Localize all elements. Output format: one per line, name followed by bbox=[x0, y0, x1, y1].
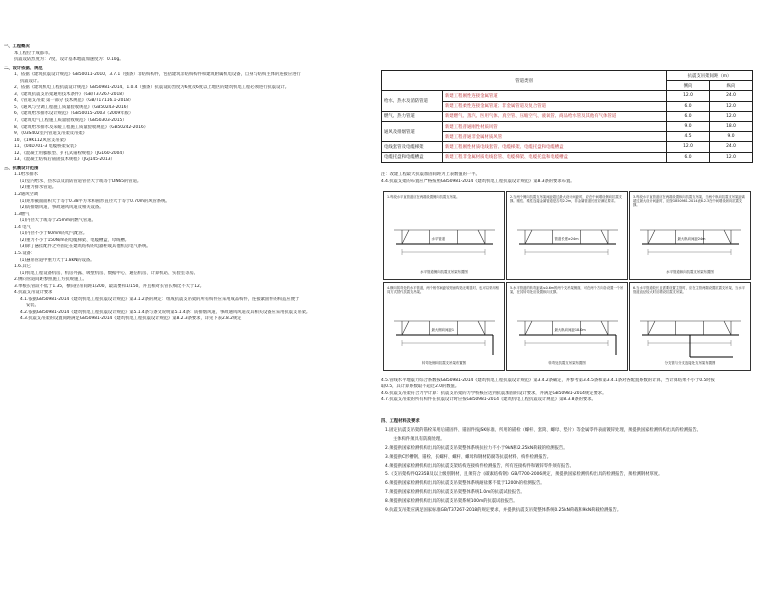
brace-diagram bbox=[506, 282, 628, 371]
brace-member bbox=[478, 230, 485, 244]
diagram-label: 最大纵向间距18.0m bbox=[554, 328, 586, 332]
left-design-notes bbox=[4, 44, 372, 323]
brace-member bbox=[525, 321, 532, 335]
diagram-caption: 2.当两个侧向抗震支吊架间距超过最大设计间距时，应在中间增设侧向抗震支撑。刚性、柔性连接金属管道是否均2.2m，非金属管道长度应满足要求。 bbox=[510, 195, 622, 204]
note-line: (1)室内给水、热水以及消防管道管径大于或等于DN65的管道。 bbox=[20, 178, 142, 184]
note-line: 2.侧向管道间距参照施工方抗规施工。 bbox=[14, 277, 87, 283]
note-line: 9、《03S402室内管道支吊架及吊架》 bbox=[14, 131, 87, 137]
diagram-label: 管道长度≥24m bbox=[554, 237, 579, 241]
note-line: 二、设计依据、规范 bbox=[4, 65, 43, 71]
diagram-drawing bbox=[630, 192, 752, 281]
note-line: 4.2.依据GB50981-2014《建筑机电工程抗震设计规范》第5.1.4条与条文说明第5.1.4条：防排烟风道、事故通风风道及其相关设备应采用抗震支吊架。 bbox=[20, 309, 311, 315]
table-row-group: 燃气、热力管道 bbox=[382, 111, 443, 121]
table-row-desc: 新建工程普通非金属材质风管 bbox=[443, 132, 667, 142]
note-line: 1、依据《建筑抗震设计规范》GB50011-2010，3.7.1（强条）非结构构件，包括建筑非结构构件和建筑附属机电设备，自身与结构主体的连接应进行 bbox=[14, 72, 301, 78]
note-line: 4、《管道支吊架 第一部分 技术规范》（GB/T17116.1-2018） bbox=[14, 98, 134, 104]
note-line: 1.2通风空调 bbox=[14, 192, 39, 198]
note-line: 4.抗震支吊设计要求 bbox=[14, 290, 53, 296]
brace-layout-diagrams bbox=[383, 191, 753, 371]
table-row-longitudinal: 12.0 bbox=[710, 152, 753, 162]
requirement-line: 四、工程材料及要求 bbox=[381, 419, 420, 424]
table-row-lateral: 4.5 bbox=[667, 132, 710, 142]
brace-member bbox=[402, 230, 409, 244]
note-line: (1)机电工程设备机房、机房外露、吸壁机房、数据中心、通信机房、计算机站、实验室等房。 bbox=[20, 270, 198, 276]
brace-diagram bbox=[383, 191, 505, 280]
note-line: 抗震设计。 bbox=[20, 78, 42, 84]
note-line: 5、《通风与空调工程施工质量验收规范》（GB50243-2016） bbox=[14, 104, 131, 110]
diagram-drawing bbox=[507, 192, 629, 281]
table-header-lateral: 侧向 bbox=[667, 81, 710, 91]
seismic-note-3: 4.6.抗震支吊架符合力学计算：抗震支吊架的力学校核应达到抗震加固的设计要求，并满足GB50981-2014规定要求。 bbox=[381, 391, 607, 396]
layout-note: 4.4.抗震支架的布置应严格按照GB50981-2014《建筑机电工程抗震设计规范》第8.3条的要求布置。 bbox=[381, 179, 575, 184]
requirement-line: 8.须提供国家检测机构出具的抗震支吊架系统100m的抗震试验报告。 bbox=[385, 499, 518, 505]
table-note: 注：改建工程最大抗震加固间距为上表数值的一半。 bbox=[381, 172, 480, 177]
note-line: (1)矩形截面面积大于等于0.38平方米和圆形直径大于等于0.70m的风管系统。 bbox=[20, 198, 170, 204]
table-header-type: 管道类别 bbox=[382, 71, 667, 91]
requirement-line: 2.须提供国家检测机构出具的抗震支吊架整体系统抗拉力不小于9kN和2.25kN荷载的检测报告。 bbox=[385, 445, 568, 451]
note-line: (2)重力排水管道。 bbox=[20, 185, 57, 191]
requirement-line: 9.抗震支吊架应满足国家标准GB/T37267-2018的规定要求，并提供抗震支吊架整体系统0.25kN荷载和9kN荷载检测报告。 bbox=[385, 508, 622, 514]
diagram-drawing bbox=[384, 283, 506, 372]
seismic-note-1: 4.5.管线水平地震力综合系数按GB50981-2014《建筑机电工程抗震设计规范》第3.4.2条确定，并参考第3.4.5条和第3.4.1条对各配置系数的计算，当计算结果不小于0.5时按 bbox=[381, 378, 715, 383]
brace-diagram bbox=[506, 191, 628, 280]
requirement-line: 4.须提供国家检测机构出具的抗震支架结构连接构件检测报告，所有连接构件和镀锌零件须有报告。 bbox=[385, 463, 574, 469]
brace-member bbox=[648, 321, 655, 335]
brace-diagram bbox=[383, 282, 505, 371]
table-row-lateral: 12.0 bbox=[667, 142, 710, 152]
note-line: 6、《建筑给水排水设计规范》（GB50015-2003（2009年版） bbox=[14, 111, 134, 117]
brace-member bbox=[601, 230, 608, 244]
note-line: (1)内径不小于60mm的电气配管。 bbox=[20, 231, 88, 237]
table-row-longitudinal: 24.0 bbox=[710, 142, 753, 152]
note-line: (1)内径大于或等于25mm的燃气管道。 bbox=[20, 218, 96, 224]
note-line: 7、《建筑电气工程施工质量验收规范》（GB50303-2015） bbox=[14, 118, 127, 124]
table-row-lateral: 6.0 bbox=[667, 101, 710, 111]
table-row-longitudinal: 12.0 bbox=[710, 111, 753, 121]
table-row-longitudinal: 12.0 bbox=[710, 101, 753, 111]
spacing-table bbox=[381, 70, 753, 163]
brace-member bbox=[724, 230, 731, 244]
materials-requirements bbox=[381, 418, 756, 516]
note-line: 1.6.其它 bbox=[14, 264, 31, 270]
brace-member bbox=[478, 321, 485, 335]
table-row-longitudinal: 24.0 bbox=[710, 91, 753, 101]
note-line: 11、《04D701-3 电缆桥架安装》 bbox=[14, 144, 79, 150]
table-row-longitudinal: 9.0 bbox=[710, 132, 753, 142]
diagram-drawing bbox=[384, 192, 506, 281]
note-line: (2)重力不小于150N/m的电缆梯架、电缆槽盒、母线槽。 bbox=[20, 237, 130, 243]
table-row-desc: 新建工程柔性连接金属管道；非金属管道及复合管道 bbox=[443, 101, 667, 111]
table-row-lateral: 12.0 bbox=[667, 91, 710, 101]
note-line: (2)防排烟风道、事故通风风道及相关设备。 bbox=[20, 205, 104, 211]
table-row-group: 电线套管及电缆梯架 bbox=[382, 142, 443, 152]
note-line: 13、《混凝土结构后锚固技术规程》（JGJ145-2013） bbox=[14, 157, 115, 163]
table-header-longitudinal: 纵向 bbox=[710, 81, 753, 91]
note-line: 安装。 bbox=[26, 303, 39, 309]
diagram-caption: 1.每段水平直管道应在两端设置侧向抗震支吊架。 bbox=[387, 195, 460, 199]
note-line: 3、《建筑抗震支吊架通用技术条件》（GB/T37267-2018） bbox=[14, 91, 127, 97]
diagram-label: 最大纵向间距24m bbox=[677, 237, 706, 241]
diagram-title: 水平管道侧向抗震支吊架布置图 bbox=[420, 270, 468, 274]
diagram-drawing bbox=[630, 283, 752, 372]
note-line: 1.3燃气 bbox=[14, 211, 30, 217]
requirement-line: 5.《支吊架构件Q235B及以上级别钢材，且须符合《碳素结构钢》GB/T700-2006规定，须提供国家检测机构出具的检测报告，须检测钢材厚度。 bbox=[385, 472, 663, 478]
note-line: 1.4 电气 bbox=[14, 224, 31, 230]
table-row-desc: 新建工程刚性连接金属管道 bbox=[443, 91, 667, 101]
requirement-line: 主体构件须具有防腐处理。 bbox=[393, 436, 445, 442]
brace-member bbox=[724, 321, 731, 335]
brace-member bbox=[525, 230, 532, 244]
note-line: 4.1.依据GB50981-2014《建筑机电工程抗震设计规范》第3.1.2条的规定：组成抗震支吊架的所有构件应采用成品构件，连接紧固件的构造应便于 bbox=[20, 296, 300, 302]
seismic-note-2: 取0.5，其计算系数取不超过2.0的数值。 bbox=[381, 384, 460, 389]
note-line: 三、抗震设计范围 bbox=[4, 165, 39, 171]
diagram-label: 水平管道 bbox=[431, 237, 446, 241]
requirement-line: 1.固定抗震支吊架的锚栓采用后锚固件、锚固件按JSK标准、所用的锚栓（螺杆、套筒、螺母、垫片）等金属零件表面镀锌处理，须提供国家检测机构出具的检测报告。 bbox=[385, 427, 701, 433]
table-row-lateral: 6.0 bbox=[667, 152, 710, 162]
note-line: (1)悬吊管道中重力大于1.8kN的设备。 bbox=[20, 257, 95, 263]
brace-member bbox=[648, 230, 655, 244]
note-line: 2、依据《建筑机电工程抗震设计规范》GB50981-2014，1.0.4（强条）抗震设防烈度为6度及6度以上地区的建筑机电工程必须进行抗震设计。 bbox=[14, 85, 289, 91]
note-line: 3.单根长管段不低于1.35，横向拉吊间距1/200，最需要和1/150，并且相对长管长细比不大于12。 bbox=[14, 283, 204, 289]
note-line: 10、《19K112风管支吊架》 bbox=[14, 137, 69, 143]
table-row-desc: 新建工程刚性材质电线套管、电缆梯架、电缆托盘和电缆槽盒 bbox=[443, 142, 667, 152]
diagram-drawing bbox=[507, 283, 629, 372]
requirement-line: 3.须提供C形槽钢、锚栓、长螺杆、螺杆、螺母和钢材防腐等抗震材料、构件检测报告。 bbox=[385, 454, 552, 460]
note-line: 抗震设防烈度为：7度，设计基本地震加速度为：0.10g。 bbox=[14, 57, 124, 63]
table-row-desc: 新建燃气、蒸汽、医用气体、真空管、压缩空气、液氧管、商品给水管及其他有气体管道 bbox=[443, 111, 667, 121]
diagram-title: 转弯处侧向抗震支吊架布置图 bbox=[421, 361, 467, 365]
table-row-desc: 新建工程普通刚性材质风管 bbox=[443, 121, 667, 131]
table-row-group: 电缆托盘和电缆槽盒 bbox=[382, 152, 443, 162]
table-row-group: 给水、热水及消防管道 bbox=[382, 91, 443, 111]
brace-diagram bbox=[629, 191, 751, 280]
note-line: 4.3.抗震支吊架的设置间距满足GB50981-2014《建筑机电工程抗震设计规范》第8.2.3条要求，详见下表2.8.2规定 bbox=[20, 316, 242, 322]
diagram-title: 水平管道纵向抗震支吊架布置图 bbox=[666, 270, 714, 274]
seismic-note-4: 4.7.抗震支吊架的所有构件在抗震设计时应按GB50981-2014《建筑机电工程抗震设计规范》第8.3.8条的要求。 bbox=[381, 397, 596, 402]
table-header-spacing: 抗震支吊架间距（m） bbox=[667, 71, 753, 81]
table-row-desc: 新建工程非金属材质电线套管、电缆梯架、电缆托盘和电缆槽盒 bbox=[443, 152, 667, 162]
brace-diagram bbox=[629, 282, 751, 371]
requirement-line: 7.须提供国家检测机构出具的抗震支吊架整体系统1.0m的抗震试验报告。 bbox=[385, 490, 525, 496]
requirement-line: 6.须提供国家检测机构出具的抗震支吊架整体系统耐盐雾不低于1200h的检测报告。 bbox=[385, 481, 545, 487]
note-line: (3)除了悬挂配件之外固定在建筑结构的电器柜或其他机房电气系统。 bbox=[20, 244, 151, 250]
diagram-title: 分支管与分支连接处支吊架布置图 bbox=[664, 361, 716, 365]
diagram-label: 最大侧向间距1 bbox=[431, 328, 455, 332]
note-line: 8、《建筑给水排水及采暖工程施工质量验收规范》（GB50242-2016） bbox=[14, 124, 148, 130]
note-line: 一、工程概况 bbox=[4, 44, 30, 49]
diagram-caption: 4.横向拐弯处的水平管道，两个相邻间距较短而构造无明显时，也可以采用相同方式替代抗震支吊架。 bbox=[387, 286, 499, 295]
brace-member bbox=[601, 321, 608, 335]
diagram-caption: 5.水平管道的转弯距离≤0.6m的两个支吊架侧面，可在两个方向各设置一个吊架，在其转弯处应设置纵向支撑。 bbox=[510, 286, 624, 295]
table-row-lateral: 9.0 bbox=[667, 121, 710, 131]
diagram-caption: 3.每段水平直管道应在两端设置纵向抗震支吊架，当两个纵向抗震支吊架距离超过最大设计间距时，应按GB50981-2014表8.2.3在中间增设纵向抗震支撑。 bbox=[633, 195, 745, 208]
note-line: 1.1给水排水 bbox=[14, 172, 39, 178]
table-row-group: 通风及排烟管道 bbox=[382, 121, 443, 141]
table-row-longitudinal: 18.0 bbox=[710, 121, 753, 131]
brace-member bbox=[402, 321, 409, 335]
note-line: 1.5.设备： bbox=[14, 250, 36, 256]
diagram-caption: 6.当水平管道较长且需要设置主管时，应在主管两端设置抗震支吊架，当水平管道直径较大时应增设抗震支吊架。 bbox=[633, 286, 745, 295]
table-row-lateral: 6.0 bbox=[667, 111, 710, 121]
note-line: 12、《混凝土用膨胀型、扩孔式锚栓规程》（JG160-2004） bbox=[14, 150, 127, 156]
note-line: 本工程位于成都市。 bbox=[14, 50, 53, 56]
diagram-title: 转弯处抗震支吊架布置图 bbox=[548, 361, 586, 365]
